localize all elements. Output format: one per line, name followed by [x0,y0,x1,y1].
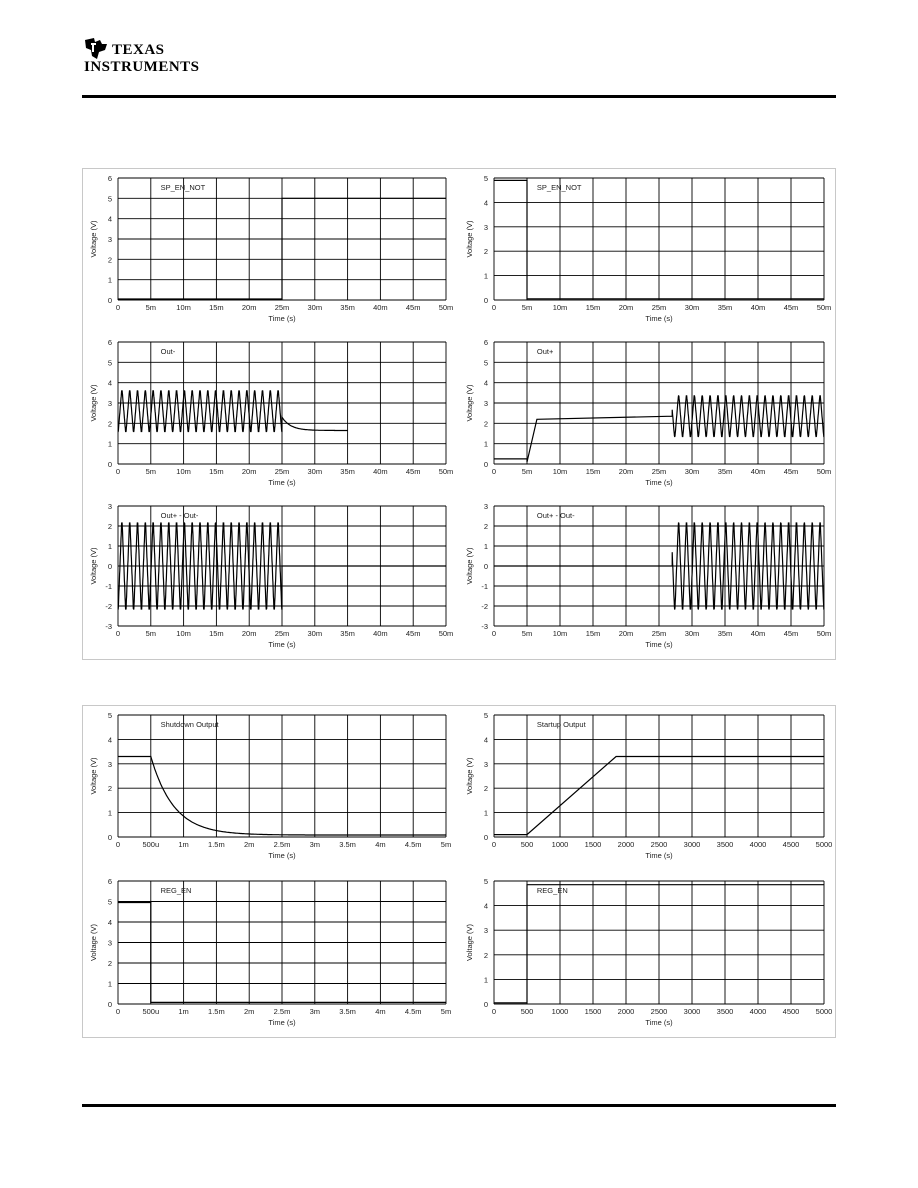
x-tick-label: 20m [618,467,634,476]
y-tick-label: -3 [105,622,112,631]
x-tick-label: 5000 [815,840,833,849]
x-tick-label: 2500 [650,840,668,849]
y-tick-label: 3 [483,502,488,511]
x-tick-label: 50m [438,629,454,638]
y-tick-label: 2 [107,959,112,968]
x-tick-label: 30m [307,629,323,638]
y-tick-label: 0 [107,460,112,469]
x-tick-label: 45m [783,467,799,476]
y-tick-label: 0 [107,562,112,571]
grid [118,881,446,1004]
x-tick-label: 45m [405,467,421,476]
x-tick-label: 3500 [716,1007,734,1016]
x-tick-label: 0 [491,467,497,476]
y-tick-label: 3 [107,759,112,769]
x-tick-label: 2500 [650,1007,668,1016]
x-axis-label: Time (s) [645,314,673,323]
y-tick-label: 5 [107,358,112,368]
y-axis-label: Voltage (V) [465,220,474,258]
y-tick-label: 2 [483,784,488,794]
x-axis-label: Time (s) [268,314,296,323]
x-tick-label: 5m [521,629,533,638]
x-tick-label: 0 [491,303,497,312]
x-tick-label: 1000 [551,1007,569,1016]
x-tick-label: 0 [491,840,497,849]
scope-panel-p7 [84,707,456,869]
x-tick-label: 2m [243,1007,255,1016]
x-tick-label: 500u [142,840,160,849]
x-tick-label: 25m [651,629,667,638]
y-tick-label: 0 [107,833,112,842]
x-tick-label: 15m [209,629,224,638]
x-tick-label: 0 [115,840,121,849]
x-tick-label: 3.5m [339,840,356,849]
header-rule [82,95,836,98]
y-axis-label: Voltage (V) [465,547,474,585]
x-tick-label: 10m [176,629,191,638]
x-tick-label: 45m [405,303,421,312]
x-tick-label: 3m [309,840,321,849]
x-tick-label: 0 [115,1007,121,1016]
x-tick-label: 40m [373,629,388,638]
x-tick-label: 15m [585,303,601,312]
y-tick-label: 1 [483,439,488,449]
plot-p7 [84,707,456,869]
y-tick-label: 4 [483,901,488,911]
plot-p4 [460,334,834,496]
x-tick-label: 2000 [617,840,635,849]
x-tick-label: 10m [552,303,568,312]
y-tick-label: 5 [107,897,112,907]
x-tick-label: 30m [684,467,700,476]
x-tick-label: 35m [340,467,355,476]
x-tick-label: 10m [552,629,568,638]
y-tick-label: 3 [483,222,488,232]
y-tick-label: 1 [483,975,488,985]
y-tick-label: 1 [107,275,112,285]
trace-label: REG_EN [160,886,192,895]
grid [494,342,824,464]
x-tick-label: 1500 [584,840,602,849]
x-tick-label: 25m [651,303,667,312]
trace-label: SP_EN_NOT [536,183,582,192]
x-tick-label: 50m [438,303,454,312]
y-tick-label: 5 [107,194,112,204]
y-tick-label: 0 [483,562,488,571]
x-tick-label: 3000 [683,840,701,849]
y-tick-label: -2 [481,602,488,611]
y-tick-label: 2 [107,522,112,531]
y-tick-label: 4 [107,918,112,927]
x-tick-label: 4.5m [404,840,422,849]
y-axis-label: Voltage (V) [465,923,474,962]
y-tick-label: 6 [107,174,112,183]
x-tick-label: 2m [243,840,255,849]
x-tick-label: 500u [142,1007,160,1016]
x-axis-label: Time (s) [268,478,296,487]
x-tick-label: 1000 [551,840,569,849]
x-tick-label: 30m [307,303,323,312]
y-tick-label: 5 [483,877,488,886]
plot-p10 [460,873,834,1036]
x-tick-label: 50m [816,467,832,476]
y-tick-label: 3 [483,399,488,408]
y-tick-label: 6 [107,877,112,886]
y-tick-label: 5 [483,711,488,720]
x-tick-label: 4500 [782,1007,800,1016]
x-tick-label: 15m [585,629,601,638]
x-axis-label: Time (s) [645,1018,673,1027]
y-tick-label: 1 [107,542,112,551]
scope-panel-p3 [84,334,456,496]
plot-p1 [84,170,456,332]
x-tick-label: 40m [373,467,388,476]
x-tick-label: 35m [717,303,733,312]
trace-label: Out+ - Out- [160,511,199,520]
x-axis-label: Time (s) [645,478,673,487]
y-axis-label: Voltage (V) [89,547,98,585]
y-tick-label: 4 [107,735,112,745]
y-tick-label: 1 [107,439,112,449]
y-tick-label: 2 [483,950,488,960]
x-tick-label: 3000 [683,1007,701,1016]
x-tick-label: 4000 [749,840,767,849]
y-tick-label: 3 [483,759,488,769]
x-axis-label: Time (s) [645,851,673,860]
x-tick-label: 5m [521,303,533,312]
trace-label: Out+ [536,347,554,356]
x-tick-label: 15m [209,467,224,476]
y-tick-label: 4 [483,198,488,208]
y-tick-label: 1 [483,271,488,281]
x-tick-label: 45m [405,629,421,638]
scope-panel-p2 [460,170,834,332]
x-tick-label: 1.5m [208,840,225,849]
x-tick-label: 1m [178,840,189,849]
x-tick-label: 5m [145,629,157,638]
trace-label: Shutdown Output [160,720,219,729]
y-tick-label: -1 [481,582,488,591]
y-axis-label: Voltage (V) [465,384,474,422]
footer-rule [82,1104,836,1107]
x-tick-label: 4.5m [404,1007,422,1016]
y-axis-label: Voltage (V) [89,757,98,795]
x-tick-label: 20m [618,303,634,312]
y-tick-label: 3 [107,235,112,244]
y-axis-label: Voltage (V) [89,220,98,258]
x-tick-label: 50m [816,629,832,638]
ti-map-icon [82,34,110,62]
x-tick-label: 20m [241,303,257,312]
plot-p2 [460,170,834,332]
trace-label: REG_EN [536,886,568,895]
x-tick-label: 500 [520,840,534,849]
x-tick-label: 4500 [782,840,800,849]
y-tick-label: 3 [107,938,112,948]
x-tick-label: 500 [520,1007,534,1016]
y-tick-label: -1 [105,582,112,591]
x-tick-label: 1m [178,1007,189,1016]
x-axis-label: Time (s) [268,640,296,649]
y-tick-label: 2 [483,522,488,531]
scope-panel-p1 [84,170,456,332]
x-tick-label: 15m [585,467,601,476]
y-tick-label: 1 [483,808,488,818]
y-axis-label: Voltage (V) [89,923,98,962]
logo-text-line2: INSTRUMENTS [84,59,200,75]
y-tick-label: 4 [107,378,112,388]
x-tick-label: 10m [552,467,568,476]
y-tick-label: 1 [107,808,112,818]
x-tick-label: 45m [783,629,799,638]
scope-panel-p8 [460,707,834,869]
y-tick-label: 1 [107,979,112,989]
y-tick-label: 0 [483,460,488,469]
y-tick-label: 3 [107,502,112,511]
x-tick-label: 40m [373,303,388,312]
x-tick-label: 35m [717,629,733,638]
x-tick-label: 0 [115,303,121,312]
x-tick-label: 40m [750,629,766,638]
trace-label: Out- [160,347,176,356]
x-tick-label: 4m [375,840,386,849]
x-tick-label: 3m [309,1007,321,1016]
y-tick-label: 4 [107,214,112,224]
x-tick-label: 0 [115,629,121,638]
y-tick-label: -3 [481,622,488,631]
scope-panel-p4 [460,334,834,496]
y-tick-label: -2 [105,602,112,611]
y-tick-label: 2 [483,247,488,257]
grid [494,715,824,837]
y-tick-label: 0 [107,296,112,305]
x-tick-label: 35m [340,303,355,312]
plot-p5 [84,498,456,658]
grid [494,881,824,1004]
x-tick-label: 25m [651,467,667,476]
y-tick-label: 5 [483,174,488,183]
plot-p9 [84,873,456,1036]
x-tick-label: 4000 [749,1007,767,1016]
x-axis-label: Time (s) [645,640,673,649]
trace-line [118,391,348,432]
grid [118,715,446,837]
y-tick-label: 6 [483,338,488,347]
y-tick-label: 1 [483,542,488,551]
x-tick-label: 25m [274,303,290,312]
y-tick-label: 4 [483,378,488,388]
x-tick-label: 20m [618,629,634,638]
y-tick-label: 0 [107,1000,112,1009]
x-tick-label: 15m [209,303,224,312]
x-tick-label: 5m [145,467,157,476]
scope-panel-p10 [460,873,834,1036]
x-tick-label: 35m [717,467,733,476]
x-tick-label: 25m [274,467,290,476]
x-tick-label: 10m [176,467,191,476]
logo-text-line1: TEXAS [112,42,165,58]
y-tick-label: 3 [107,399,112,408]
plot-p3 [84,334,456,496]
x-tick-label: 1500 [584,1007,602,1016]
x-tick-label: 3.5m [339,1007,356,1016]
y-tick-label: 2 [483,419,488,429]
x-tick-label: 50m [816,303,832,312]
x-tick-label: 5m [440,840,452,849]
x-tick-label: 2000 [617,1007,635,1016]
x-tick-label: 30m [307,467,323,476]
scope-panel-p9 [84,873,456,1036]
y-tick-label: 5 [107,711,112,720]
trace-label: Startup Output [536,720,586,729]
x-tick-label: 10m [176,303,191,312]
ti-logo [82,34,202,78]
x-tick-label: 4m [375,1007,386,1016]
plot-p6 [460,498,834,658]
y-tick-label: 5 [483,358,488,368]
y-tick-label: 2 [107,419,112,429]
x-tick-label: 50m [438,467,454,476]
scope-panel-p5 [84,498,456,658]
x-tick-label: 40m [750,303,766,312]
x-tick-label: 0 [491,1007,497,1016]
x-tick-label: 2.5m [273,1007,291,1016]
x-tick-label: 30m [684,629,700,638]
x-tick-label: 3500 [716,840,734,849]
plot-p8 [460,707,834,869]
x-tick-label: 2.5m [273,840,291,849]
x-tick-label: 40m [750,467,766,476]
y-tick-label: 4 [483,735,488,745]
x-tick-label: 0 [491,629,497,638]
x-tick-label: 20m [241,629,257,638]
y-tick-label: 6 [107,338,112,347]
y-axis-label: Voltage (V) [465,757,474,795]
x-axis-label: Time (s) [268,1018,296,1027]
x-tick-label: 25m [274,629,290,638]
x-tick-label: 5m [521,467,533,476]
x-tick-label: 0 [115,467,121,476]
x-tick-label: 30m [684,303,700,312]
trace-line [118,198,446,299]
y-tick-label: 2 [107,784,112,794]
x-tick-label: 45m [783,303,799,312]
x-tick-label: 20m [241,467,257,476]
y-tick-label: 3 [483,926,488,936]
grid [494,178,824,300]
x-tick-label: 5m [440,1007,452,1016]
y-tick-label: 0 [483,1000,488,1009]
trace-label: Out+ - Out- [536,511,575,520]
x-tick-label: 35m [340,629,355,638]
x-axis-label: Time (s) [268,851,296,860]
y-tick-label: 0 [483,833,488,842]
y-axis-label: Voltage (V) [89,384,98,422]
scope-panel-p6 [460,498,834,658]
y-tick-label: 2 [107,255,112,265]
x-tick-label: 5m [145,303,157,312]
x-tick-label: 1.5m [208,1007,225,1016]
trace-label: SP_EN_NOT [160,183,206,192]
y-tick-label: 0 [483,296,488,305]
x-tick-label: 5000 [815,1007,833,1016]
